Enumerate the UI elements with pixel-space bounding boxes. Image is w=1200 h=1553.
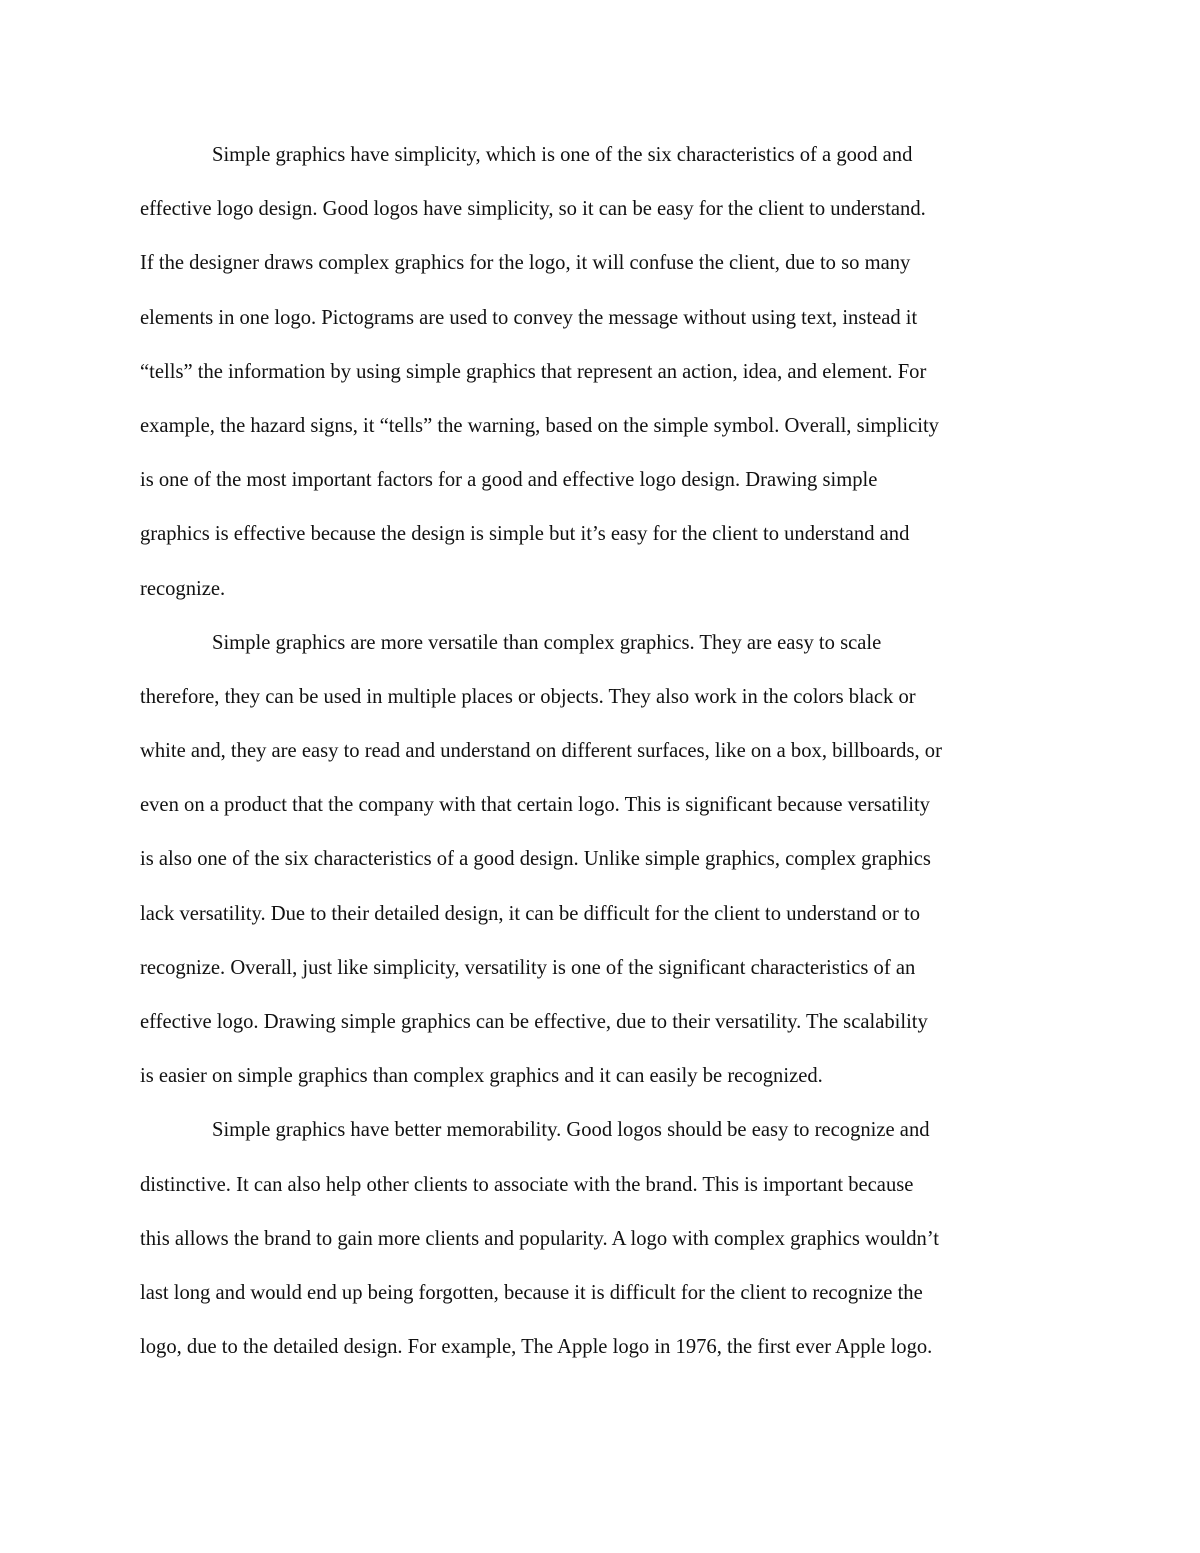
paragraph-memorability	[140, 1103, 1065, 1374]
paragraph-line: even on a product that the company with that certain logo. This is significant because versatility	[140, 794, 930, 817]
paragraph-line: Simple graphics have simplicity, which is one of the six characteristics of a good and	[212, 144, 913, 166]
paragraph-line: graphics is effective because the design is simple but it’s easy for the client to understand and	[140, 523, 910, 546]
paragraph-line: white and, they are easy to read and understand on different surfaces, like on a box, billboards, or	[140, 740, 942, 763]
paragraph-simplicity	[140, 128, 1065, 616]
paragraph-line: logo, due to the detailed design. For example, The Apple logo in 1976, the first ever Apple logo.	[140, 1336, 933, 1359]
paragraph-line: Simple graphics are more versatile than complex graphics. They are easy to scale	[212, 631, 882, 654]
paragraph-line: is easier on simple graphics than complex graphics and it can easily be recognized.	[140, 1065, 823, 1088]
paragraph-line: is also one of the six characteristics of a good design. Unlike simple graphics, complex graphics	[140, 848, 931, 871]
paragraph-line: lack versatility. Due to their detailed design, it can be difficult for the client to understand or to	[140, 902, 921, 925]
paragraph-line: If the designer draws complex graphics for the logo, it will confuse the client, due to so many	[140, 252, 911, 275]
paragraph-versatility	[140, 616, 1065, 1104]
paragraph-line: recognize. Overall, just like simplicity, versatility is one of the significant characteristics of an	[140, 956, 916, 979]
paragraph-line: effective logo. Drawing simple graphics can be effective, due to their versatility. The scalability	[140, 1011, 928, 1033]
paragraph-line: effective logo design. Good logos have simplicity, so it can be easy for the client to understand.	[140, 198, 926, 221]
document-body	[140, 128, 1065, 1374]
paragraph-line: distinctive. It can also help other clients to associate with the brand. This is important because	[140, 1173, 914, 1196]
paragraph-line: example, the hazard signs, it “tells” the warning, based on the simple symbol. Overall, simplicity	[140, 414, 939, 437]
paragraph-line: recognize.	[140, 577, 226, 600]
paragraph-line: last long and would end up being forgotten, because it is difficult for the client to recognize the	[140, 1281, 923, 1304]
paragraph-line: is one of the most important factors for a good and effective logo design. Drawing simple	[140, 469, 878, 492]
paragraph-line: therefore, they can be used in multiple places or objects. They also work in the colors black or	[140, 685, 916, 708]
paragraph-line: Simple graphics have better memorability. Good logos should be easy to recognize and	[212, 1119, 930, 1142]
paragraph-line: this allows the brand to gain more clients and popularity. A logo with complex graphics wouldn’t	[140, 1227, 940, 1250]
paragraph-line: “tells” the information by using simple graphics that represent an action, idea, and element. For	[140, 360, 927, 383]
paragraph-line: elements in one logo. Pictograms are used to convey the message without using text, instead it	[140, 306, 918, 329]
